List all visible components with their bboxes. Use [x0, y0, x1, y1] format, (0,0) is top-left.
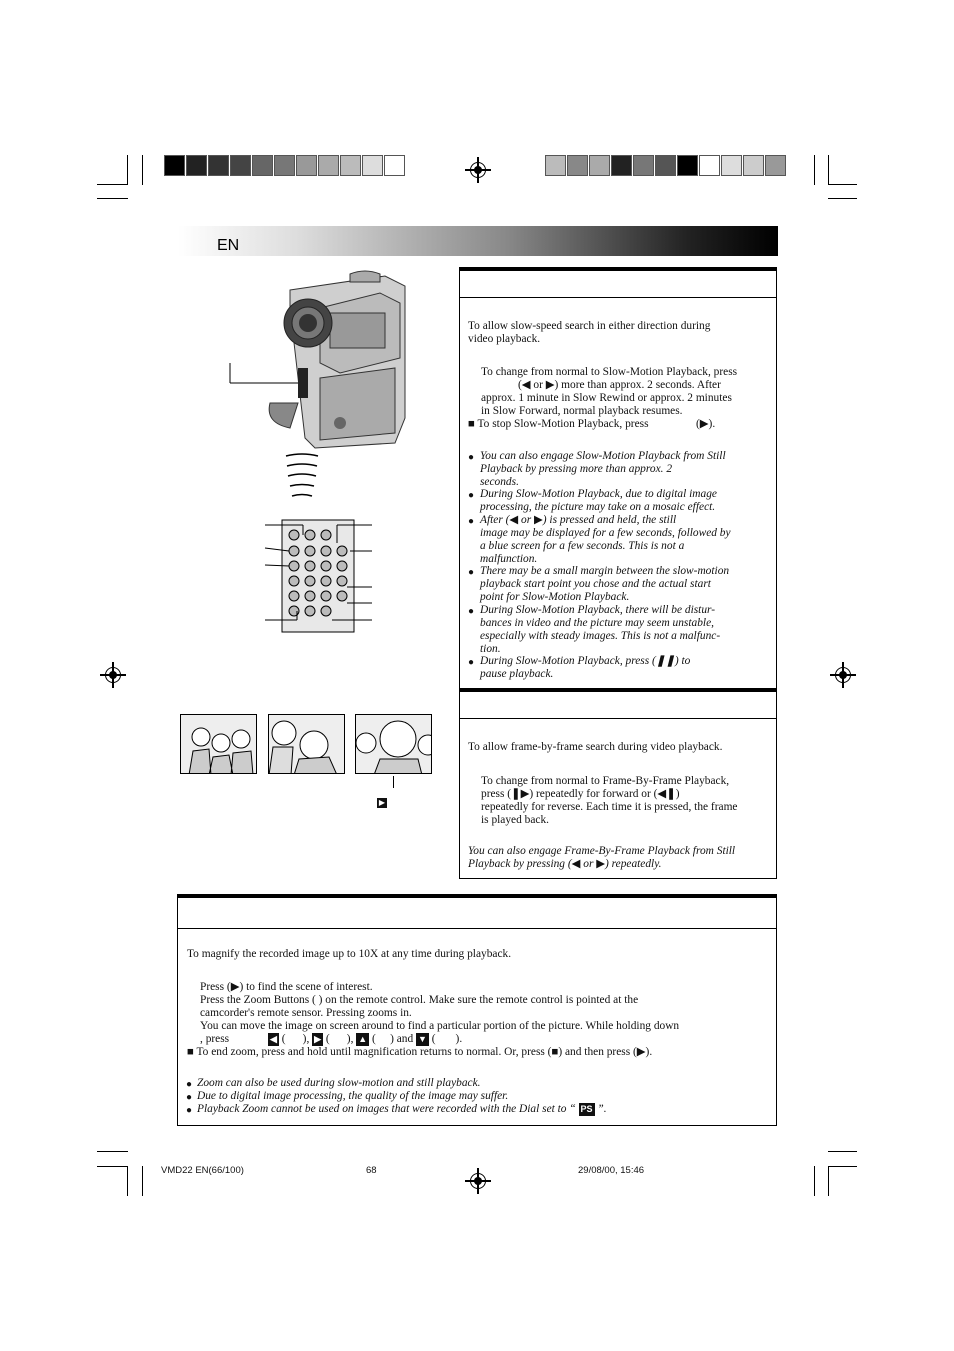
color-swatch	[384, 155, 405, 176]
color-swatch	[340, 155, 361, 176]
bullet: ●	[468, 452, 475, 463]
fbf-step-3: repeatedly for reverse. Each time it is pressed, the frame	[481, 801, 738, 813]
registration-mark-icon	[470, 1173, 486, 1189]
registration-mark-icon	[470, 162, 486, 178]
slow-motion-heading-bar	[460, 268, 776, 298]
crop-mark	[814, 1166, 815, 1196]
color-swatch	[274, 155, 295, 176]
zoom-direction-icons: ◀ ( ), ▶ ( ), ▲ ( ) and ▼ ( ).	[270, 1033, 463, 1045]
crop-mark	[97, 184, 128, 185]
ps-icon: PS	[580, 1104, 593, 1114]
bullet: ●	[186, 1105, 193, 1116]
zoom-note-2: Due to digital image processing, the quality of the image may suffer.	[197, 1090, 509, 1102]
slow-motion-step-2: (◀ or ▶) more than approx. 2 seconds. After	[518, 379, 721, 391]
sm-note-3-2: image may be displayed for a few seconds, followed by	[480, 527, 731, 539]
up-arrow-icon: ▲	[358, 1034, 368, 1044]
slow-motion-step-1: To change from normal to Slow-Motion Playback, press	[481, 366, 738, 378]
crop-mark	[127, 155, 128, 185]
crop-mark	[127, 1166, 128, 1196]
color-swatch	[296, 155, 317, 176]
sm-note-5-2: bances in video and the picture may seem unstable,	[480, 617, 714, 629]
sm-note-5-3: especially with steady images. This is not a malfunc-	[480, 630, 721, 642]
sm-note-6-1: During Slow-Motion Playback, press (❚❚) to	[480, 655, 691, 667]
sm-note-2-1: During Slow-Motion Playback, due to digital image	[480, 488, 717, 500]
slow-motion-intro-2: video playback.	[468, 333, 541, 345]
sm-note-3-4: malfunction.	[480, 553, 538, 565]
footer-timestamp: 29/08/00, 15:46	[578, 1165, 645, 1176]
remote-control-illustration	[262, 515, 382, 635]
color-swatch	[699, 155, 720, 176]
crop-mark	[142, 1166, 143, 1196]
fbf-intro: To allow frame-by-frame search during video playback.	[468, 741, 723, 753]
color-swatch	[721, 155, 742, 176]
footer-doc-id: VMD22 EN(66/100)	[161, 1165, 244, 1176]
play-icon: ▶	[378, 798, 386, 807]
color-swatch	[633, 155, 654, 176]
crop-mark	[828, 184, 857, 185]
crop-mark	[97, 198, 128, 199]
zoom-line-2: Press the Zoom Buttons ( ) on the remote control. Make sure the remote control is pointed at the	[200, 994, 639, 1006]
playback-zoom-heading-bar	[178, 895, 776, 929]
sm-note-3-3: a blue screen for a few seconds. This is not a	[480, 540, 685, 552]
crop-mark	[97, 1166, 128, 1167]
color-swatch	[765, 155, 786, 176]
sm-note-4-1: There may be a small margin between the slow-motion	[480, 565, 730, 577]
color-swatch	[589, 155, 610, 176]
bullet: ●	[468, 606, 475, 617]
slow-motion-intro-1: To allow slow-speed search in either direction during	[468, 320, 711, 332]
sm-note-2-2: processing, the picture may take on a mosaic effect.	[480, 501, 716, 513]
crop-mark	[828, 1166, 857, 1167]
fbf-step-1: To change from normal to Frame-By-Frame Playback,	[481, 775, 730, 787]
zoom-line-3: camcorder's remote sensor. Pressing zooms in.	[200, 1007, 412, 1019]
sm-note-1-1: You can also engage Slow-Motion Playback from Still	[480, 450, 726, 462]
color-swatch	[252, 155, 273, 176]
zoom-end: ■ To end zoom, press and hold until magnification returns to normal. Or, press (■) and then press (▶).	[187, 1046, 653, 1058]
color-swatch	[743, 155, 764, 176]
bullet: ●	[468, 516, 475, 527]
zoom-note-3-text: Playback Zoom cannot be used on images that were recorded with the Dial set to “	[197, 1103, 576, 1115]
slow-motion-stop: ■ To stop Slow-Motion Playback, press	[468, 418, 649, 430]
slow-motion-stop-tail: (▶).	[696, 418, 716, 430]
fbf-step-2: press (❚▶) repeatedly for forward or (◀❚)	[481, 788, 680, 800]
color-swatch	[655, 155, 676, 176]
right-arrow-icon: ▶	[314, 1034, 322, 1044]
registration-mark-icon	[105, 667, 121, 683]
color-swatch	[186, 155, 207, 176]
sm-note-5-1: During Slow-Motion Playback, there will be distur-	[480, 604, 716, 616]
crop-mark	[142, 155, 143, 185]
color-swatch	[164, 155, 185, 176]
zoom-sample-image-1	[180, 714, 257, 774]
down-arrow-icon: ▼	[418, 1034, 427, 1044]
zoom-note-3-tail: ”.	[597, 1103, 607, 1115]
slow-motion-step-4: in Slow Forward, normal playback resumes.	[481, 405, 683, 417]
left-arrow-icon: ◀	[270, 1034, 277, 1044]
color-swatch	[208, 155, 229, 176]
camcorder-illustration	[220, 268, 420, 458]
zoom-sample-image-2	[268, 714, 345, 774]
crop-mark	[828, 198, 857, 199]
color-swatch	[545, 155, 566, 176]
zoom-sample-image-3	[355, 714, 432, 774]
sm-note-3-1: After (◀ or ▶) is pressed and held, the still	[480, 514, 677, 526]
pointer-line	[393, 776, 394, 788]
fbf-note-1: You can also engage Frame-By-Frame Playback from Still	[468, 845, 736, 857]
signal-waves	[282, 452, 322, 502]
zoom-line-1: Press (▶) to find the scene of interest.	[200, 981, 373, 993]
sm-note-1-3: seconds.	[480, 476, 519, 488]
fbf-step-4: is played back.	[481, 814, 550, 826]
header-bar	[178, 226, 778, 256]
registration-mark-icon	[835, 667, 851, 683]
frame-by-frame-heading-bar	[460, 689, 776, 719]
bullet: ●	[468, 567, 475, 578]
color-swatch	[567, 155, 588, 176]
color-swatch	[318, 155, 339, 176]
crop-mark	[97, 1151, 128, 1152]
zoom-line-5: , press	[200, 1033, 230, 1045]
crop-mark	[828, 155, 829, 185]
zoom-line-4: You can move the image on screen around to find a particular portion of the picture. While holding down	[200, 1020, 680, 1032]
footer-page-number: 68	[366, 1165, 377, 1176]
zoom-note-3	[197, 1103, 607, 1116]
slow-motion-step-3: approx. 1 minute in Slow Rewind or approx. 2 minutes	[481, 392, 732, 404]
sm-note-4-2: playback start point you chose and the actual start	[480, 578, 711, 590]
language-label: EN	[217, 237, 240, 254]
bullet: ●	[468, 490, 475, 501]
crop-mark	[828, 1151, 857, 1152]
color-swatch	[677, 155, 698, 176]
sm-note-1-2: Playback by pressing more than approx. 2	[480, 463, 673, 475]
bullet: ●	[186, 1092, 193, 1103]
color-swatch	[362, 155, 383, 176]
color-swatch	[611, 155, 632, 176]
crop-mark	[814, 155, 815, 185]
bullet: ●	[468, 657, 475, 668]
sm-note-6-2: pause playback.	[480, 668, 554, 680]
color-swatch	[230, 155, 251, 176]
bullet: ●	[186, 1079, 193, 1090]
zoom-intro: To magnify the recorded image up to 10X at any time during playback.	[187, 948, 512, 960]
crop-mark	[828, 1166, 829, 1196]
fbf-note-2: Playback by pressing (◀ or ▶) repeatedly.	[468, 858, 662, 870]
sm-note-5-4: tion.	[480, 643, 501, 655]
zoom-note-1: Zoom can also be used during slow-motion and still playback.	[197, 1077, 481, 1089]
sm-note-4-3: point for Slow-Motion Playback.	[480, 591, 630, 603]
